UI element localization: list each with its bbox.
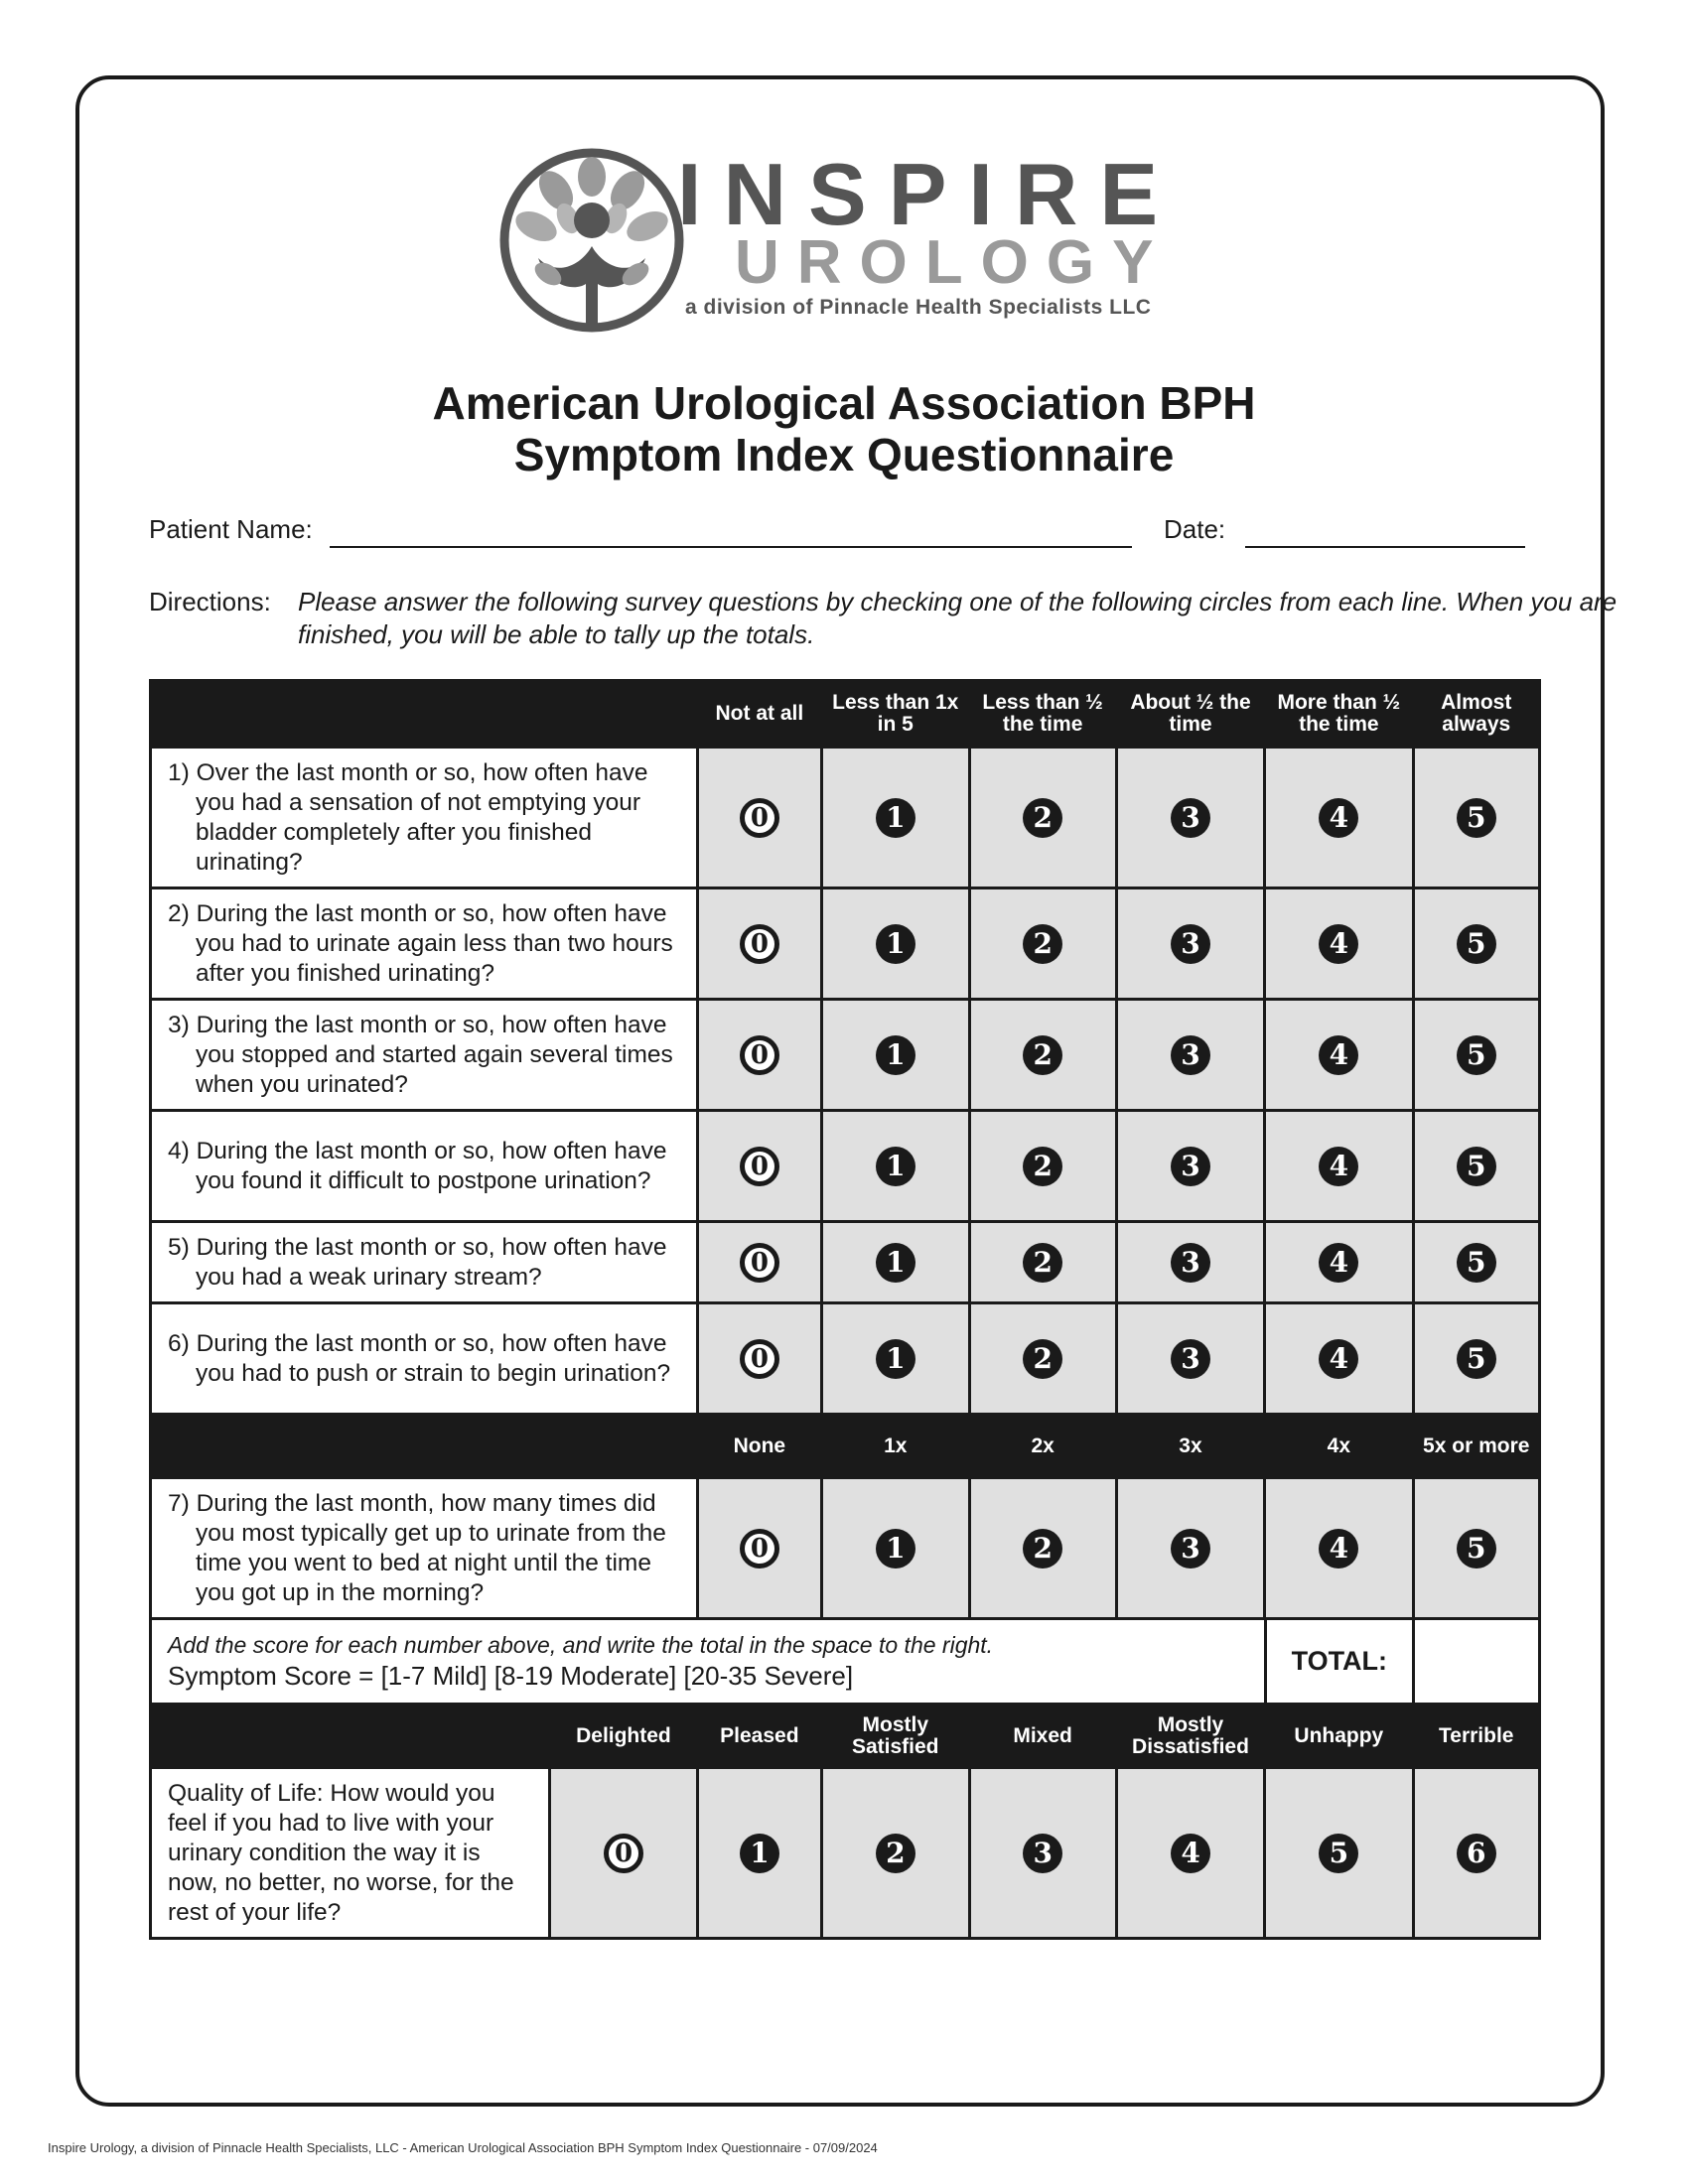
header-not-at-all: Not at all [696,682,820,746]
question-text: 5) During the last month or so, how often have you had a weak urinary stream? [168,1233,667,1291]
score-circle-0: 0 [740,924,779,964]
qol-option-5[interactable] [1263,1769,1411,1937]
header-spacer [152,682,696,746]
header-mostly-satisfied: Mostly Satisfied [820,1706,967,1766]
question-text-cell [152,749,696,887]
header-unhappy: Unhappy [1263,1706,1411,1766]
question-row-1 [152,746,1538,887]
header-spacer [152,1416,696,1476]
qol-option-2[interactable] [820,1769,967,1937]
score-row [152,1617,1538,1703]
score-circle-2: 2 [1023,1529,1062,1569]
score-circle-0: 0 [740,1035,779,1075]
page-title [0,377,1688,480]
question-row-3 [152,998,1538,1109]
question-row-5 [152,1220,1538,1301]
question-text: 1) Over the last month or so, how often have you had a sensation of not emptying your bladder completely after you finished urinating? [168,758,648,876]
directions-label: Directions: [149,587,271,616]
logo-subtitle: a division of Pinnacle Health Specialists LLC [685,296,1152,319]
score-circle-4: 4 [1171,1834,1210,1873]
question-3-option-5[interactable] [1412,1001,1538,1109]
question-5-option-0[interactable] [696,1223,820,1301]
score-circle-2: 2 [1023,1035,1062,1075]
score-circle-3: 3 [1023,1834,1062,1873]
question-7-option-2[interactable] [968,1479,1115,1617]
question-text-cell [152,1304,696,1413]
question-6-option-0[interactable] [696,1304,820,1413]
question-6-option-4[interactable] [1263,1304,1411,1413]
question-row-6 [152,1301,1538,1413]
score-circle-3: 3 [1171,798,1210,838]
title-line-1: American Urological Association BPH [432,377,1256,429]
header-less-than-half: Less than ½ the time [967,682,1114,746]
question-3-option-3[interactable] [1115,1001,1263,1109]
score-circle-5: 5 [1457,1147,1496,1186]
score-circle-1: 1 [876,1529,915,1569]
score-circle-1: 1 [740,1834,779,1873]
score-circle-1: 1 [876,924,915,964]
question-4-option-1[interactable] [820,1112,967,1220]
header-1x: 1x [820,1416,967,1476]
score-circle-5: 5 [1319,1834,1358,1873]
qol-option-6[interactable] [1412,1769,1538,1937]
footer: Inspire Urology, a division of Pinnacle Health Specialists, LLC - American Urological Association BPH Symptom Index Questionnaire - 07/09/2024 [48,2140,878,2155]
score-circle-5: 5 [1457,798,1496,838]
score-circle-1: 1 [876,1339,915,1379]
question-3-option-0[interactable] [696,1001,820,1109]
score-circle-2: 2 [1023,1339,1062,1379]
score-circle-0: 0 [740,1243,779,1283]
question-7-option-1[interactable] [820,1479,967,1617]
score-circle-0: 0 [740,1529,779,1569]
qol-question-cell [152,1769,548,1937]
question-5-option-2[interactable] [968,1223,1115,1301]
directions-text-body: Please answer the following survey questions by checking one of the following circles from each line. When you are finished, you will be able to tally up the totals. [298,587,1618,649]
question-6-option-5[interactable] [1412,1304,1538,1413]
score-circle-3: 3 [1171,1243,1210,1283]
patient-name-field[interactable] [330,546,1132,548]
score-circle-4: 4 [1319,1529,1358,1569]
question-5-option-5[interactable] [1412,1223,1538,1301]
score-circle-6: 6 [1457,1834,1496,1873]
directions-text [298,586,1678,651]
header-none: None [696,1416,820,1476]
question-6-option-3[interactable] [1115,1304,1263,1413]
score-circle-3: 3 [1171,1339,1210,1379]
patient-name-label: Patient Name: [149,514,313,544]
question-1-option-0[interactable] [696,749,820,887]
score-circle-5: 5 [1457,1529,1496,1569]
qol-option-4[interactable] [1115,1769,1263,1937]
header-3x: 3x [1115,1416,1263,1476]
nocturia-header-row [152,1413,1538,1476]
question-3-option-1[interactable] [820,1001,967,1109]
question-2-option-1[interactable] [820,889,967,998]
score-circle-0: 0 [740,798,779,838]
score-instructions [152,1620,1264,1703]
question-1-option-5[interactable] [1412,749,1538,887]
header-mostly-dissatisfied: Mostly Dissatisfied [1115,1706,1263,1766]
question-row-2 [152,887,1538,998]
score-circle-3: 3 [1171,1035,1210,1075]
question-2-option-0[interactable] [696,889,820,998]
score-circle-4: 4 [1319,924,1358,964]
header-2x: 2x [967,1416,1114,1476]
question-2-option-5[interactable] [1412,889,1538,998]
question-4-option-4[interactable] [1263,1112,1411,1220]
score-circle-5: 5 [1457,1243,1496,1283]
question-row-7 [152,1476,1538,1617]
question-2-option-3[interactable] [1115,889,1263,998]
header-mixed: Mixed [967,1706,1114,1766]
question-text-cell [152,1001,696,1109]
header-almost-always: Almost always [1412,682,1538,746]
header-more-than-half: More than ½ the time [1263,682,1411,746]
header-4x: 4x [1263,1416,1411,1476]
question-text: 6) During the last month or so, how often have you had to push or strain to begin urination? [168,1329,671,1387]
question-2-option-4[interactable] [1263,889,1411,998]
question-text-cell [152,889,696,998]
total-input[interactable] [1412,1620,1538,1703]
total-label: TOTAL: [1264,1620,1412,1703]
question-text: 7) During the last month, how many times did you most typically get up to urinate from the time you went to bed at night until the time you got up in the morning? [168,1489,666,1606]
question-4-option-5[interactable] [1412,1112,1538,1220]
question-1-option-1[interactable] [820,749,967,887]
logo-wordmark-inspire: INSPIRE [677,145,1181,243]
question-text: 2) During the last month or so, how often have you had to urinate again less than two hours after you finished urinating? [168,899,673,987]
question-1-option-4[interactable] [1263,749,1411,887]
question-6-option-1[interactable] [820,1304,967,1413]
qol-question-text: Quality of Life: How would you feel if you had to live with your urinary condition the way it is now, no better, no worse, for the rest of your life? [168,1779,514,1926]
date-field[interactable] [1245,546,1525,548]
score-circle-0: 0 [740,1339,779,1379]
qol-option-1[interactable] [696,1769,820,1937]
header-spacer [152,1706,548,1766]
question-row-4 [152,1109,1538,1220]
question-text-cell [152,1223,696,1301]
score-circle-0: 0 [740,1147,779,1186]
patient-fields [149,514,1539,550]
question-3-option-2[interactable] [968,1001,1115,1109]
question-2-option-2[interactable] [968,889,1115,998]
questionnaire-table [149,679,1541,1940]
question-5-option-3[interactable] [1115,1223,1263,1301]
score-circle-4: 4 [1319,1147,1358,1186]
qol-option-3[interactable] [968,1769,1115,1937]
question-7-option-5[interactable] [1412,1479,1538,1617]
quality-of-life-row [152,1766,1538,1937]
header-about-half: About ½ the time [1115,682,1263,746]
score-circle-2: 2 [1023,924,1062,964]
score-circle-5: 5 [1457,1035,1496,1075]
question-text: 3) During the last month or so, how often have you stopped and started again several times when you urinated? [168,1011,673,1098]
score-circle-3: 3 [1171,924,1210,964]
question-3-option-4[interactable] [1263,1001,1411,1109]
header-less-than-1-in-5: Less than 1x in 5 [820,682,967,746]
question-5-option-1[interactable] [820,1223,967,1301]
score-circle-2: 2 [1023,798,1062,838]
logo-wordmark-urology: UROLOGY [735,228,1172,297]
header-delighted: Delighted [548,1706,695,1766]
score-ranges: Symptom Score = [1-7 Mild] [8-19 Moderate] [20-35 Severe] [168,1661,854,1691]
score-circle-2: 2 [1023,1147,1062,1186]
score-circle-4: 4 [1319,798,1358,838]
score-circle-3: 3 [1171,1147,1210,1186]
question-4-option-2[interactable] [968,1112,1115,1220]
question-4-option-0[interactable] [696,1112,820,1220]
question-5-option-4[interactable] [1263,1223,1411,1301]
logo [498,147,1194,336]
question-text-cell [152,1479,696,1617]
score-circle-2: 2 [876,1834,915,1873]
header-terrible: Terrible [1412,1706,1538,1766]
question-7-option-4[interactable] [1263,1479,1411,1617]
header-5x-or-more: 5x or more [1412,1416,1538,1476]
question-7-option-3[interactable] [1115,1479,1263,1617]
tree-person-icon [498,147,685,334]
question-6-option-2[interactable] [968,1304,1115,1413]
score-circle-1: 1 [876,1243,915,1283]
score-circle-5: 5 [1457,924,1496,964]
score-note: Add the score for each number above, and write the total in the space to the right. [168,1632,994,1658]
title-line-2: Symptom Index Questionnaire [513,429,1175,480]
header-pleased: Pleased [696,1706,820,1766]
score-circle-4: 4 [1319,1035,1358,1075]
question-7-option-0[interactable] [696,1479,820,1617]
score-circle-4: 4 [1319,1339,1358,1379]
question-text: 4) During the last month or so, how often have you found it difficult to postpone urination? [168,1137,667,1194]
score-circle-1: 1 [876,1147,915,1186]
score-circle-3: 3 [1171,1529,1210,1569]
question-text-cell [152,1112,696,1220]
qol-header-row [152,1703,1538,1766]
qol-option-0[interactable] [548,1769,695,1937]
score-circle-5: 5 [1457,1339,1496,1379]
date-label: Date: [1164,514,1226,544]
score-circle-1: 1 [876,798,915,838]
score-circle-4: 4 [1319,1243,1358,1283]
question-1-option-3[interactable] [1115,749,1263,887]
question-4-option-3[interactable] [1115,1112,1263,1220]
score-circle-2: 2 [1023,1243,1062,1283]
question-1-option-2[interactable] [968,749,1115,887]
score-circle-1: 1 [876,1035,915,1075]
score-circle-0: 0 [604,1834,643,1873]
frequency-header-row [152,682,1538,746]
